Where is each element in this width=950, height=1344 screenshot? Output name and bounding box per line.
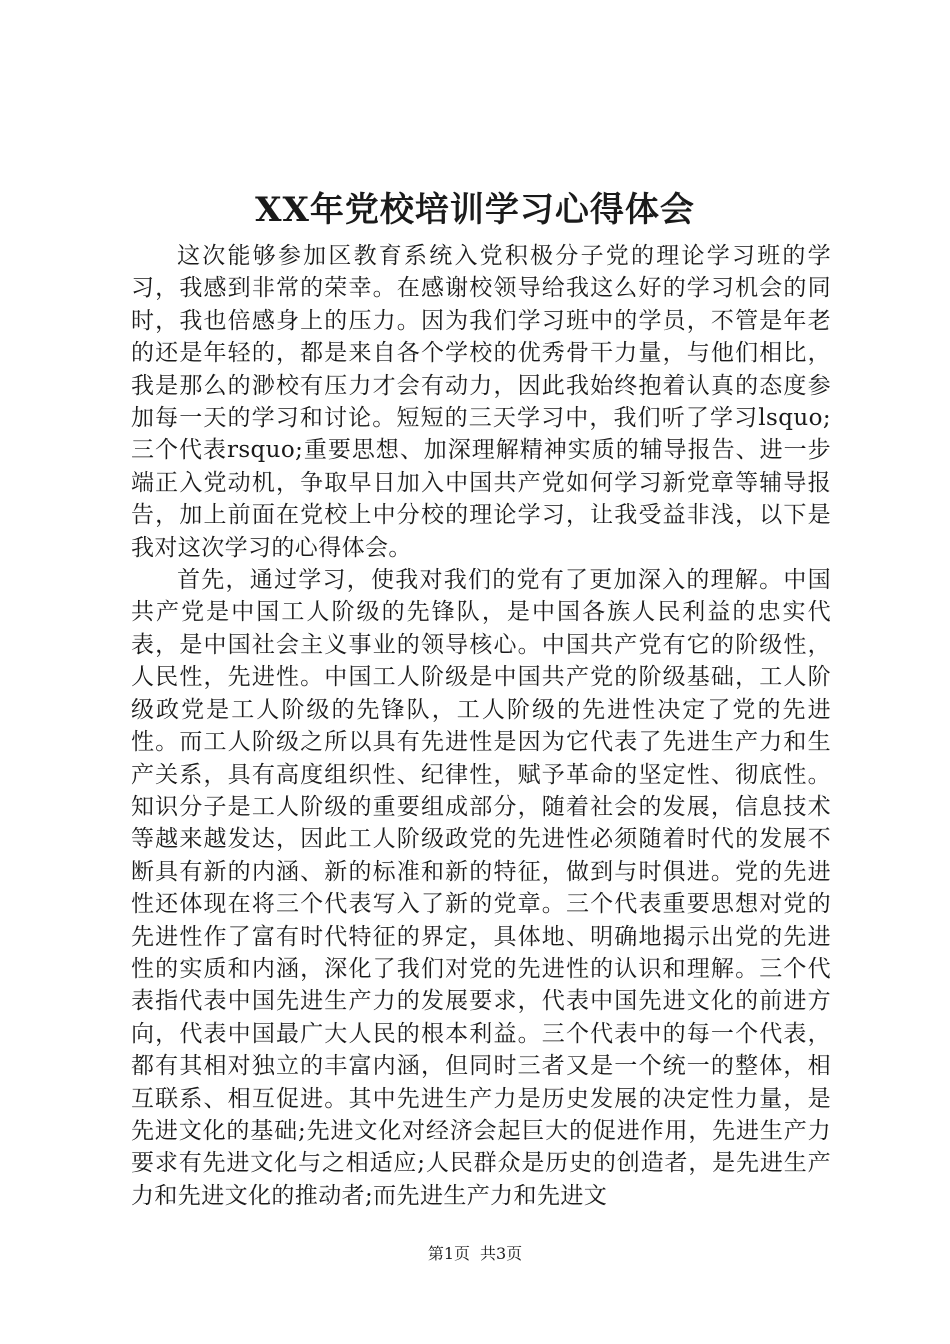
page-total: 共3页: [480, 1244, 523, 1263]
page-number: 第1页: [427, 1244, 470, 1263]
paragraph-2: 首先，通过学习，使我对我们的党有了更加深入的理解。中国共产党是中国工人阶级的先锋队，是中国各族人民利益的忠实代表，是中国社会主义事业的领导核心。中国共产党有它的阶级性，人民性，先进性。中国工人阶级是中国共产党的阶级基础，工人阶级政党是工人阶级的先锋队，工人阶级的先进性决定了党的先进性。而工人阶级之所以具有先进性是因为它代表了先进生产力和生产关系，具有高度组织性、纪律性，赋予革命的坚定性、彻底性。知识分子是工人阶级的重要组成部分，随着社会的发展，信息技术等越来越发达，因此工人阶级政党的先进性必须随着时代的发展不断具有新的内涵、新的标准和新的特征，做到与时俱进。党的先进性还体现在将三个代表写入了新的党章。三个代表重要思想对党的先进性作了富有时代特征的界定，具体地、明确地揭示出党的先进性的实质和内涵，深化了我们对党的先进性的认识和理解。三个代表指代表中国先进生产力的发展要求，代表中国先进文化的前进方向，代表中国最广大人民的根本利益。三个代表中的每一个代表，都有其相对独立的丰富内涵，但同时三者又是一个统一的整体，相互联系、相互促进。其中先进生产力是历史发展的决定性力量，是先进文化的基础;先进文化对经济会起巨大的促进作用，先进生产力要求有先进文化与之相适应;人民群众是历史的创造者，是先进生产力和先进文化的推动者;而先进生产力和先进文: [131, 567, 831, 1209]
paragraph-1: 这次能够参加区教育系统入党积极分子党的理论学习班的学习，我感到非常的荣幸。在感谢校领导给我这么好的学习机会的同时，我也倍感身上的压力。因为我们学习班中的学员，不管是年老的还是年轻的，都是来自各个学校的优秀骨干力量，与他们相比，我是那么的渺校有压力才会有动力，因此我始终抱着认真的态度参加每一天的学习和讨论。短短的三天学习中，我们听了学习lsquo;三个代表rsquo;重要思想、加深理解精神实质的辅导报告、进一步端正入党动机，争取早日加入中国共产党如何学习新党章等辅导报告，加上前面在党校上中分校的理论学习，让我受益非浅，以下是我对这次学习的心得体会。: [131, 243, 831, 561]
page-footer: [0, 1243, 950, 1265]
document-title: XX年党校培训学习心得体会: [255, 190, 695, 230]
document-body: [131, 240, 831, 1212]
